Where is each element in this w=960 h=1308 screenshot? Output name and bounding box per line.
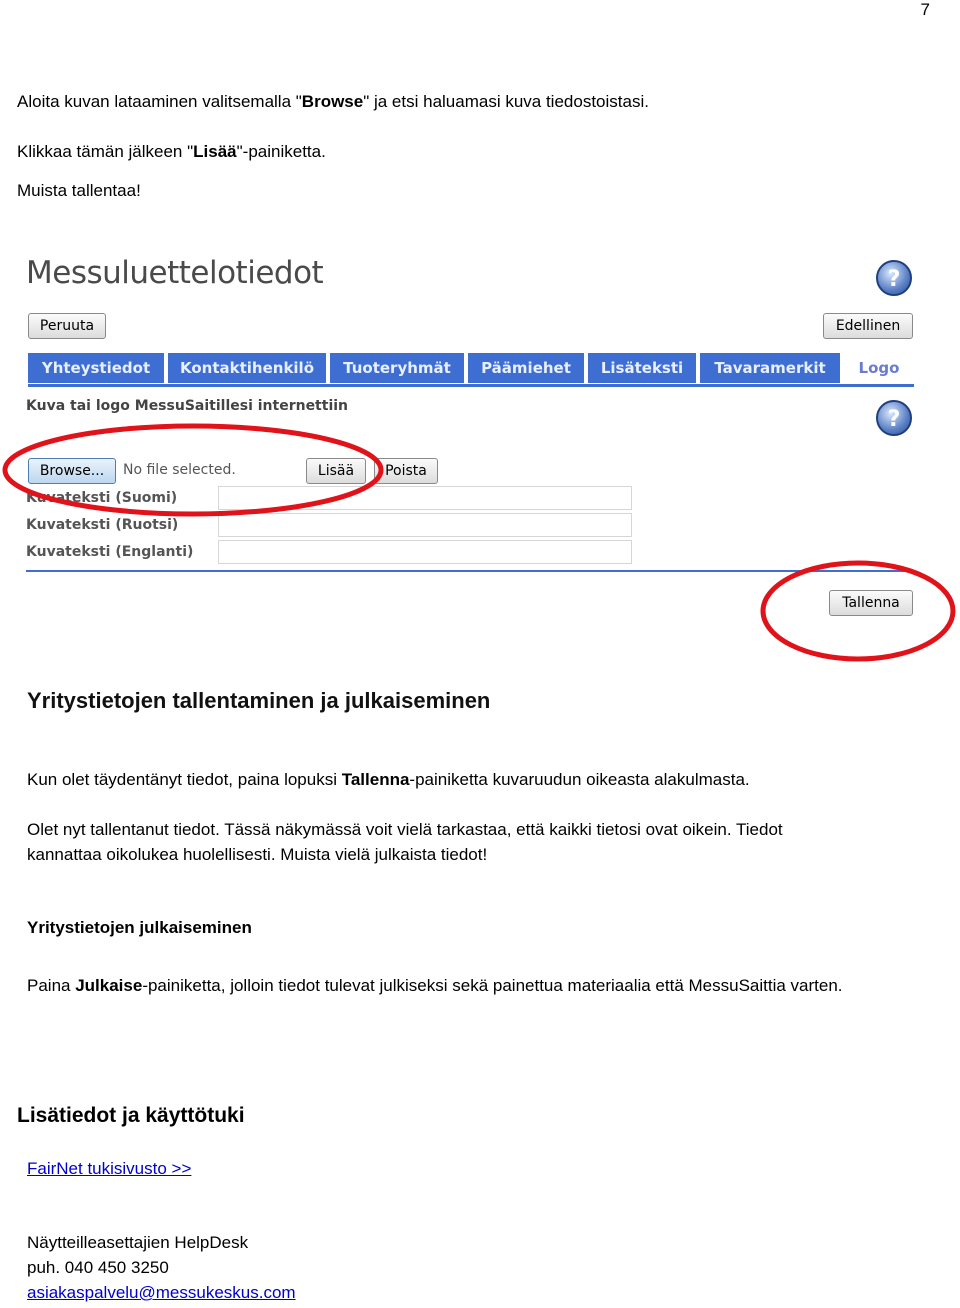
intro-line-1: Aloita kuvan lataaminen valitsemalla "Browse" ja etsi haluamasi kuva tiedostoistasi. — [17, 92, 649, 111]
save-button[interactable]: Tallenna — [829, 590, 913, 616]
section1-paragraph-2-line2: kannattaa oikolukea huolellisesti. Muista vielä julkaista tiedot! — [27, 845, 488, 864]
fairnet-support-link[interactable]: FairNet tukisivusto >> — [27, 1159, 192, 1178]
logo-subheading: Kuva tai logo MessuSaitillesi internettiin — [26, 398, 349, 414]
cancel-button[interactable]: Peruuta — [28, 313, 106, 339]
app-title: Messuluettelotiedot — [26, 255, 324, 291]
tab-kontaktihenkilo[interactable]: Kontaktihenkilö — [168, 353, 326, 383]
help-icon[interactable]: ? — [876, 260, 912, 296]
tab-paamiehet[interactable]: Päämiehet — [468, 353, 584, 383]
browse-highlight-ellipse — [5, 426, 381, 514]
section2-paragraph: Paina Julkaise-painiketta, jolloin tiedot tulevat julkiseksi sekä painettua materiaalia että MessuSaittia varten. — [27, 976, 843, 995]
helpdesk-text: Näytteilleasettajien HelpDesk — [27, 1233, 249, 1252]
tab-tuoteryhmat[interactable]: Tuoteryhmät — [330, 353, 464, 383]
tab-logo[interactable]: Logo — [844, 353, 914, 383]
add-button[interactable]: Lisää — [306, 458, 366, 484]
browse-button[interactable]: Browse... — [28, 458, 116, 484]
caption-sv-label: Kuvateksti (Ruotsi) — [26, 517, 179, 533]
section1-paragraph-1: Kun olet täydentänyt tiedot, paina lopuksi Tallenna-painiketta kuvaruudun oikeasta alakulmasta. — [27, 770, 750, 789]
section1-paragraph-2-line1: Olet nyt tallentanut tiedot. Tässä näkymässä voit vielä tarkastaa, että kaikki tietosi ovat oikein. Tiedot — [27, 820, 783, 839]
tab-yhteystiedot[interactable]: Yhteystiedot — [28, 353, 164, 383]
email-link[interactable]: asiakaspalvelu@messukeskus.com — [27, 1283, 296, 1302]
caption-en-label: Kuvateksti (Englanti) — [26, 544, 194, 560]
previous-button[interactable]: Edellinen — [823, 313, 913, 339]
help-icon-2[interactable]: ? — [876, 400, 912, 436]
page-number: 7 — [920, 0, 930, 19]
phone-text: puh. 040 450 3250 — [27, 1258, 169, 1277]
section-heading-publish: Yritystietojen julkaiseminen — [27, 918, 252, 937]
tab-tavaramerkit[interactable]: Tavaramerkit — [700, 353, 840, 383]
tab-lisateksti[interactable]: Lisäteksti — [588, 353, 696, 383]
caption-fi-label: Kuvateksti (Suomi) — [26, 490, 178, 506]
intro-line-3: Muista tallentaa! — [17, 181, 141, 200]
remove-button[interactable]: Poista — [374, 458, 438, 484]
intro-line-2: Klikkaa tämän jälkeen "Lisää"-painiketta. — [17, 142, 326, 161]
no-file-text: No file selected. — [123, 462, 236, 478]
save-highlight-ellipse — [763, 563, 953, 659]
section-heading-save-publish: Yritystietojen tallentaminen ja julkaiseminen — [27, 688, 491, 713]
section-heading-support: Lisätiedot ja käyttötuki — [17, 1104, 245, 1127]
